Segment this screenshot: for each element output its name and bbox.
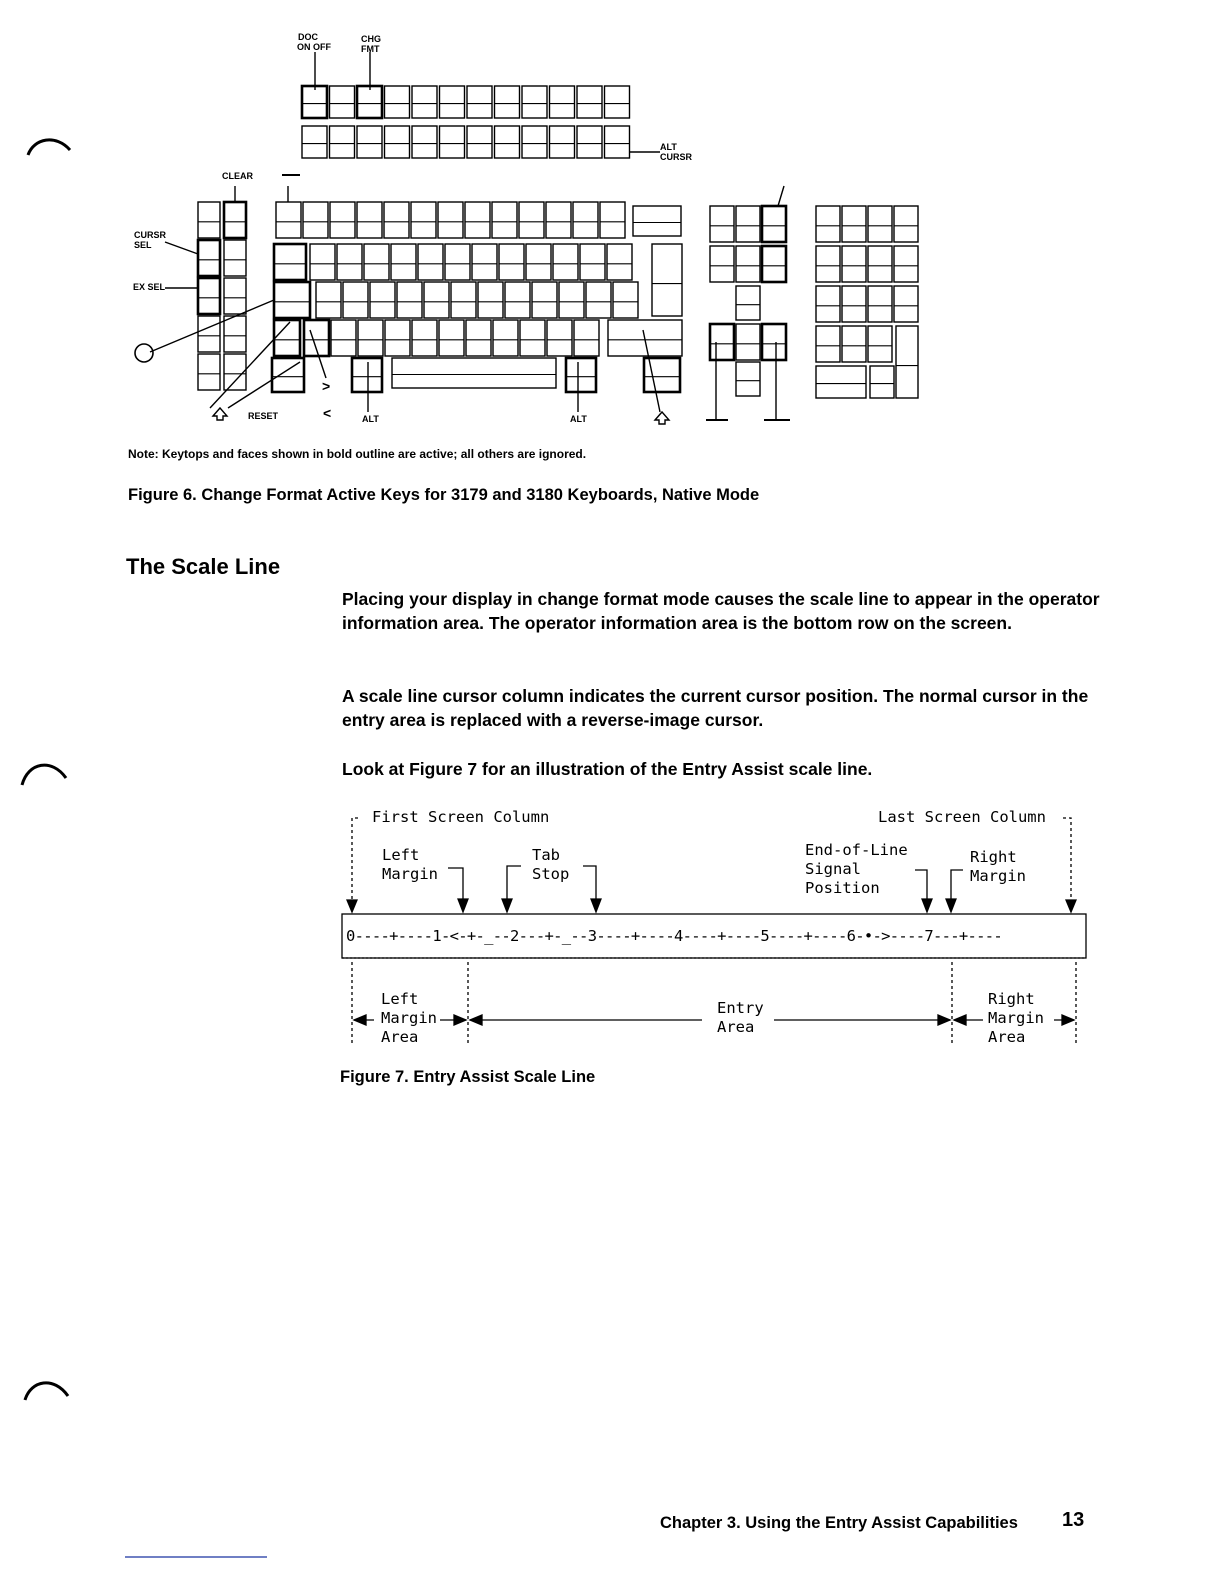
section-title: The Scale Line: [126, 554, 281, 579]
on-off-label: ON OFF: [297, 42, 331, 52]
tab-label-2: Stop: [532, 865, 570, 883]
rm-area-label-1: Right: [988, 990, 1035, 1008]
cursr-label-top: CURSR: [660, 152, 693, 162]
cursr-sel-label: CURSR: [134, 230, 167, 240]
alt-left-label: ALT: [362, 414, 379, 424]
less-label: <: [323, 405, 332, 421]
right-margin-label-2: Margin: [970, 867, 1026, 885]
ex-sel-label: EX SEL: [133, 282, 166, 292]
alt-right-label: ALT: [570, 414, 587, 424]
lm-area-label-1: Left: [381, 990, 419, 1008]
tab-label-1: Tab: [532, 846, 560, 864]
left-margin-label-1: Left: [382, 846, 420, 864]
eol-label-2: Signal: [805, 860, 861, 878]
reset-label: RESET: [248, 411, 279, 421]
doc-label: DOC: [298, 32, 318, 42]
eol-label-3: Position: [805, 879, 880, 897]
footer-chapter: Chapter 3. Using the Entry Assist Capabilities: [660, 1514, 1018, 1532]
first-screen-column-label: First Screen Column: [372, 808, 550, 826]
fmt-label: FMT: [361, 44, 380, 54]
chg-label: CHG: [361, 34, 381, 44]
clear-label: CLEAR: [222, 171, 253, 181]
left-margin-label-2: Margin: [382, 865, 438, 883]
lm-area-label-2: Margin: [381, 1009, 437, 1027]
entry-area-label-1: Entry: [717, 999, 764, 1017]
page-number: 13: [1062, 1509, 1085, 1531]
paragraph-3: Look at Figure 7 for an illustration of the Entry Assist scale line.: [342, 759, 873, 779]
figure6-note: Note: Keytops and faces shown in bold outline are active; all others are ignored.: [128, 447, 587, 461]
bottom-rule: [125, 1556, 267, 1558]
greater-label: >: [322, 378, 331, 394]
sel-label: SEL: [134, 240, 152, 250]
paragraph-2: A scale line cursor column indicates the current cursor position. The normal cursor in the entry area is replaced with a reverse-image cursor.: [342, 686, 1089, 730]
alt-label-top: ALT: [660, 142, 677, 152]
lm-area-label-3: Area: [381, 1028, 419, 1046]
entry-area-label-2: Area: [717, 1018, 755, 1036]
paragraph-1: Placing your display in change format mode causes the scale line to appear in the operator information area. The operator information area is the bottom row on the screen.: [342, 589, 1100, 633]
figure7-caption: Figure 7. Entry Assist Scale Line: [340, 1068, 596, 1086]
scale-line: 0----+----1-<-+-_--2---+-_--3----+----4----+----5----+----6-•->----7---+----: [346, 927, 1003, 945]
last-screen-column-label: Last Screen Column: [878, 808, 1046, 826]
right-margin-label-1: Right: [970, 848, 1017, 866]
rm-area-label-2: Margin: [988, 1009, 1044, 1027]
rm-area-label-3: Area: [988, 1028, 1026, 1046]
figure6-caption: Figure 6. Change Format Active Keys for 3179 and 3180 Keyboards, Native Mode: [128, 486, 760, 504]
eol-label-1: End-of-Line: [805, 841, 908, 859]
